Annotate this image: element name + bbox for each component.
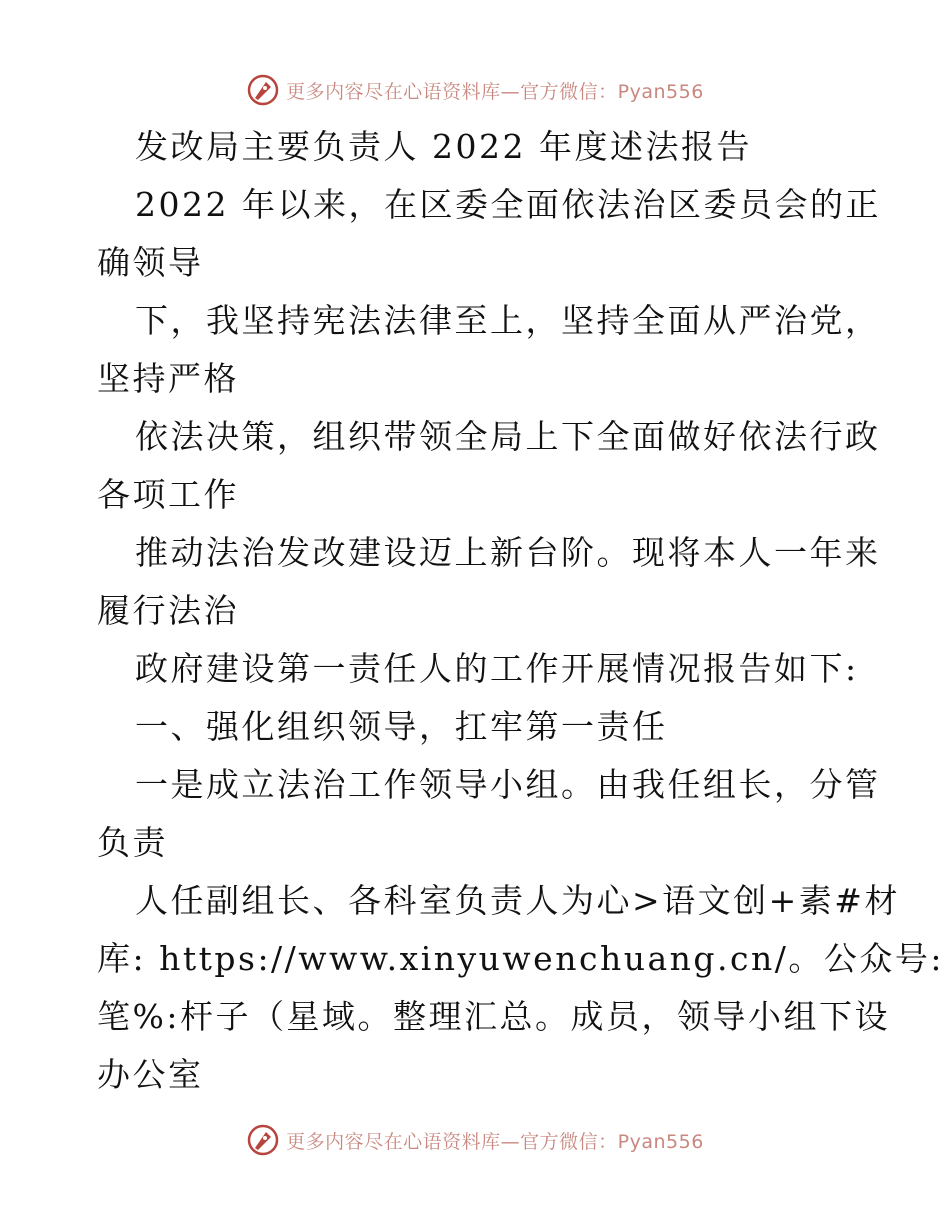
text-line: 库: https://www.xinyuwenchuang.cn/。公众号: <box>97 939 944 978</box>
text-line: 履行法治 <box>97 591 239 630</box>
document-title: 发改局主要负责人 2022 年度述法报告 <box>135 127 752 166</box>
section-heading: 一、强化组织领导，扛牢第一责任 <box>135 707 668 746</box>
text-line: 依法决策，组织带领全局上下全面做好依法行政 <box>135 417 881 456</box>
text-line: 负责 <box>97 823 168 862</box>
text-line: 各项工作 <box>97 475 239 514</box>
text-line: 坚持严格 <box>97 359 239 398</box>
text-line: 一是成立法治工作领导小组。由我任组长，分管 <box>135 765 881 804</box>
watermark-text: 更多内容尽在心语资料库—官方微信：Pyan556 <box>286 1130 704 1153</box>
text-line: 政府建设第一责任人的工作开展情况报告如下: <box>135 649 859 688</box>
watermark-text: 更多内容尽在心语资料库—官方微信：Pyan556 <box>286 80 704 103</box>
text-line: 人任副组长、各科室负责人为心>语文创+素#材 <box>135 881 900 920</box>
text-line: 确领导 <box>97 243 204 282</box>
pen-nib-logo-icon <box>246 73 280 107</box>
footer-watermark <box>0 1120 950 1160</box>
text-line: 下，我坚持宪法法律至上，坚持全面从严治党， <box>135 301 881 340</box>
header-watermark <box>0 70 950 110</box>
text-line: 笔%:杆子（星域。整理汇总。成员，领导小组下设 <box>97 997 890 1036</box>
text-line: 推动法治发改建设迈上新台阶。现将本人一年来 <box>135 533 881 572</box>
text-line: 2022 年以来，在区委全面依法治区委员会的正 <box>135 185 881 224</box>
pen-nib-logo-icon <box>246 1123 280 1157</box>
text-line: 办公室 <box>97 1055 204 1094</box>
